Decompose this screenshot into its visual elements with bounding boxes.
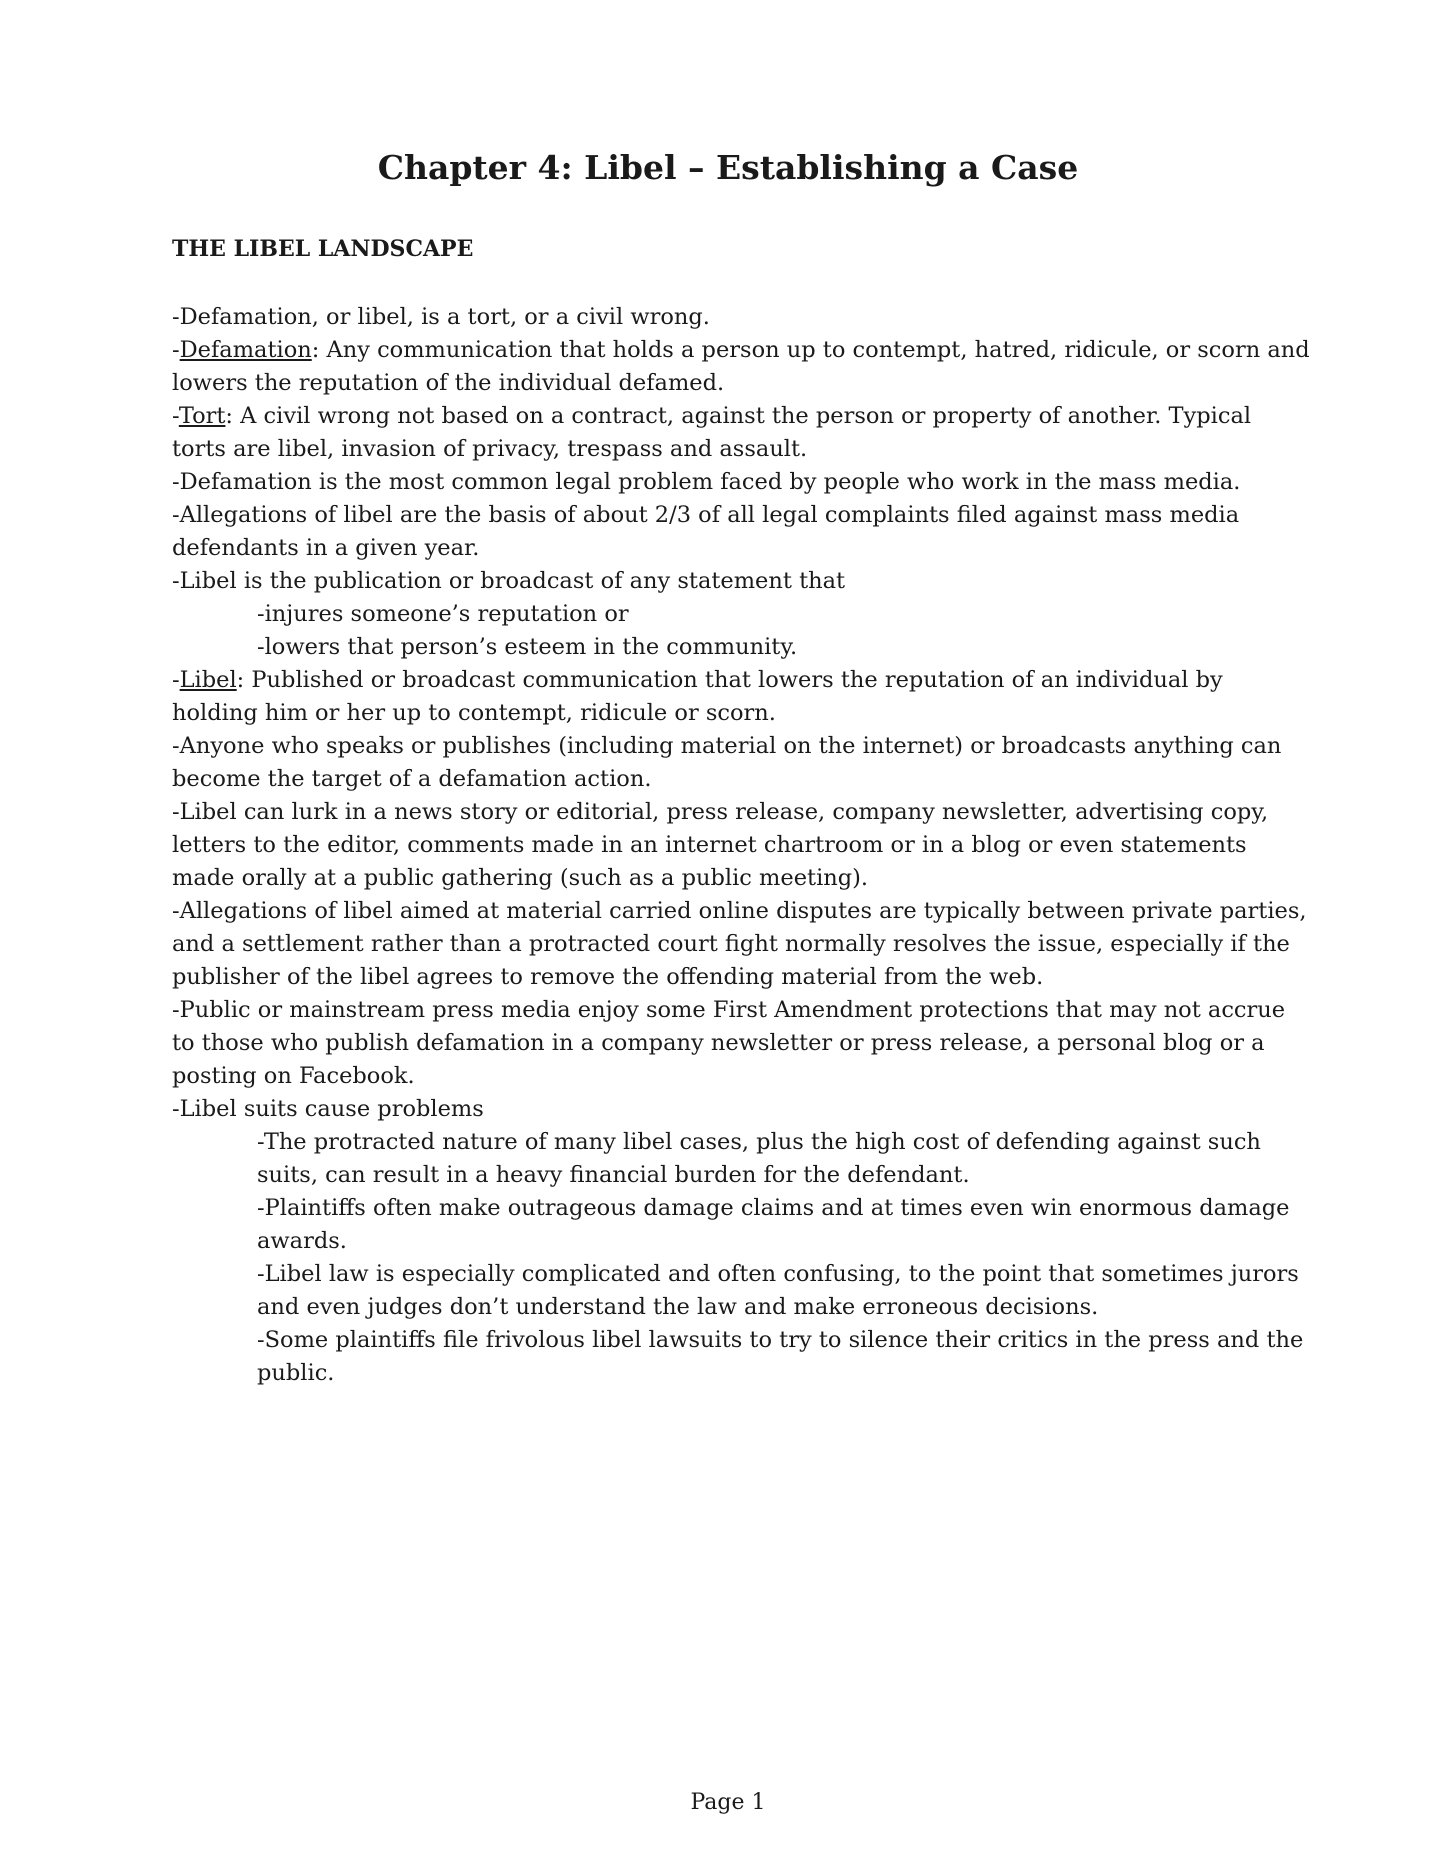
definition-defamation: [172, 334, 1312, 400]
paragraph: [172, 466, 1312, 499]
paragraph-prefix: -: [172, 1096, 180, 1122]
sub-point: [172, 1258, 1312, 1324]
paragraph-text: Libel suits cause problems: [179, 1096, 484, 1122]
paragraph-text: Allegations of libel are the basis of about 2/3 of all legal complaints filed against mass media defendants in a given year.: [172, 502, 1240, 561]
paragraph-text: Libel is the publication or broadcast of any statement that: [179, 568, 846, 594]
paragraph-prefix: -: [257, 601, 265, 627]
paragraph-prefix: -: [172, 667, 180, 693]
page-number: Page 1: [690, 1790, 766, 1815]
sub-point: [172, 631, 1312, 664]
paragraph-prefix: -: [257, 1327, 265, 1353]
page-title: Chapter 4: Libel – Establishing a Case: [377, 148, 1079, 187]
paragraph-text: : Published or broadcast communication that lowers the reputation of an individual by holding him or her up to contempt, ridicule or scorn.: [172, 667, 1223, 726]
paragraph-text: Defamation, or libel, is a tort, or a civil wrong.: [179, 304, 710, 330]
paragraph-prefix: -: [172, 733, 180, 759]
paragraph-prefix: -: [172, 799, 180, 825]
definition-tort: [172, 400, 1312, 466]
paragraph: [172, 796, 1312, 895]
paragraph-text: The protracted nature of many libel cases, plus the high cost of defending against such suits, can result in a heavy financial burden for the defendant.: [257, 1129, 1261, 1188]
body-text: [172, 301, 1312, 1390]
paragraph-prefix: -: [257, 1195, 265, 1221]
paragraph-text: Libel can lurk in a news story or editorial, press release, company newsletter, advertising copy, letters to the editor, comments made in an internet chartroom or in a blog or even statements made orally at a public gathering (such as a public meeting).: [172, 799, 1269, 891]
sub-point: [172, 1126, 1312, 1192]
paragraph: [172, 730, 1312, 796]
paragraph-text: Plaintiffs often make outrageous damage claims and at times even win enormous damage awards.: [257, 1195, 1290, 1254]
paragraph-text: lowers that person’s esteem in the community.: [264, 634, 798, 660]
sub-point: [172, 1192, 1312, 1258]
paragraph-prefix: -: [257, 1129, 264, 1155]
definition-libel: [172, 664, 1312, 730]
defined-term: Defamation: [179, 337, 312, 363]
paragraph: [172, 301, 1312, 334]
sub-point: [172, 1324, 1312, 1390]
paragraph-prefix: -: [172, 304, 180, 330]
sub-point: [172, 598, 1312, 631]
paragraph: [172, 499, 1312, 565]
paragraph-prefix: -: [172, 469, 180, 495]
paragraph-text: Defamation is the most common legal problem faced by people who work in the mass media.: [179, 469, 1241, 495]
paragraph-prefix: -: [172, 403, 179, 429]
paragraph: [172, 565, 1312, 598]
paragraph-prefix: -: [172, 568, 180, 594]
paragraph-text: Anyone who speaks or publishes (including material on the internet) or broadcasts anything can become the target of a defamation action.: [172, 733, 1282, 792]
paragraph-prefix: -: [172, 997, 180, 1023]
paragraph-text: Libel law is especially complicated and often confusing, to the point that sometimes jurors and even judges don’t understand the law and make erroneous decisions.: [257, 1261, 1299, 1320]
paragraph-text: Public or mainstream press media enjoy some First Amendment protections that may not accrue to those who publish defamation in a company newsletter or press release, a personal blog or a posting on Facebook.: [172, 997, 1286, 1089]
paragraph-text: : Any communication that holds a person up to contempt, hatred, ridicule, or scorn and lowers the reputation of the individual defamed.: [172, 337, 1310, 396]
section-heading: THE LIBEL LANDSCAPE: [172, 236, 474, 262]
paragraph-text: : A civil wrong not based on a contract, against the person or property of another. Typical torts are libel, invasion of privacy, trespass and assault.: [172, 403, 1252, 462]
paragraph: [172, 895, 1312, 994]
paragraph-prefix: -: [257, 1261, 265, 1287]
paragraph-text: Some plaintiffs file frivolous libel lawsuits to try to silence their critics in the press and the public.: [257, 1327, 1304, 1386]
paragraph-prefix: -: [172, 502, 180, 528]
paragraph-prefix: -: [172, 898, 180, 924]
paragraph-text: injures someone’s reputation or: [264, 601, 629, 627]
paragraph: [172, 994, 1312, 1093]
defined-term: Tort: [178, 403, 226, 429]
defined-term: Libel: [179, 667, 237, 693]
paragraph: [172, 1093, 1312, 1126]
paragraph-prefix: -: [172, 337, 180, 363]
paragraph-prefix: -: [257, 634, 265, 660]
paragraph-text: Allegations of libel aimed at material carried online disputes are typically between private parties, and a settlement rather than a protracted court fight normally resolves the issue, especially if the publisher of the libel agrees to remove the offending material from the web.: [172, 898, 1307, 990]
